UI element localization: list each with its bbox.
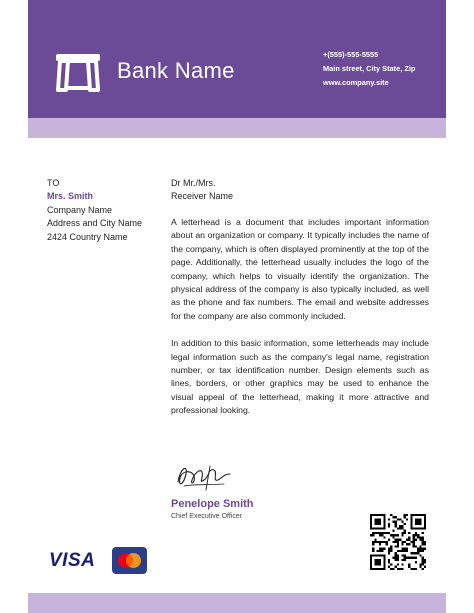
footer-band [28, 593, 446, 613]
signatory-title: Chief Executive Officer [171, 513, 243, 520]
header-banner [28, 0, 446, 118]
header-accent-band [28, 118, 446, 138]
signatory-name: Penelope Smith [171, 498, 254, 510]
signature-image [174, 460, 234, 494]
to-label: TO [47, 178, 60, 188]
recipient-address: Address and City Name [47, 218, 143, 229]
phone-number: +(555)-555-5555 [323, 50, 379, 59]
body-paragraph-1: A letterhead is a document that includes important information about an organization or company. It typically includes the name of the company, which is often displayed prominently at the top of the page. Additionally, the letterhead usually includes the logo of the company, which helps to visually identify the organization. The physical address of the company is also typically included, as well as the phone and fax numbers. The email and website addresses for the company are also commonly included. [171, 217, 429, 321]
mastercard-icon [112, 547, 147, 574]
recipient-company: Company Name [47, 204, 113, 215]
contact-info [323, 48, 415, 90]
bank-logo-icon [54, 52, 102, 92]
website-link[interactable]: www.company.site [323, 78, 389, 87]
letterhead-page [28, 0, 446, 613]
receiver-name: Receiver Name [171, 191, 234, 202]
qr-code-icon[interactable] [370, 514, 426, 570]
street-address: Main street, City State, Zip [323, 64, 416, 73]
body-paragraph-2: In addition to this basic information, some letterheads may include legal information such as the company's legal name, registration number, or tax identification number. Design elements such as lines, borders, or other graphics may be used to enhance the visual appeal of the letterhead, making it more attractive and professional looking. [171, 338, 429, 416]
letter-body [171, 216, 429, 432]
visa-logo-icon: VISA [49, 550, 96, 571]
recipient-country: 2424 Country Name [47, 231, 128, 242]
recipient-block [47, 177, 142, 244]
bank-name: Bank Name [117, 58, 235, 83]
recipient-name: Mrs. Smith [47, 191, 94, 202]
salutation-block [171, 177, 233, 204]
salutation: Dr Mr./Mrs. [171, 178, 216, 188]
